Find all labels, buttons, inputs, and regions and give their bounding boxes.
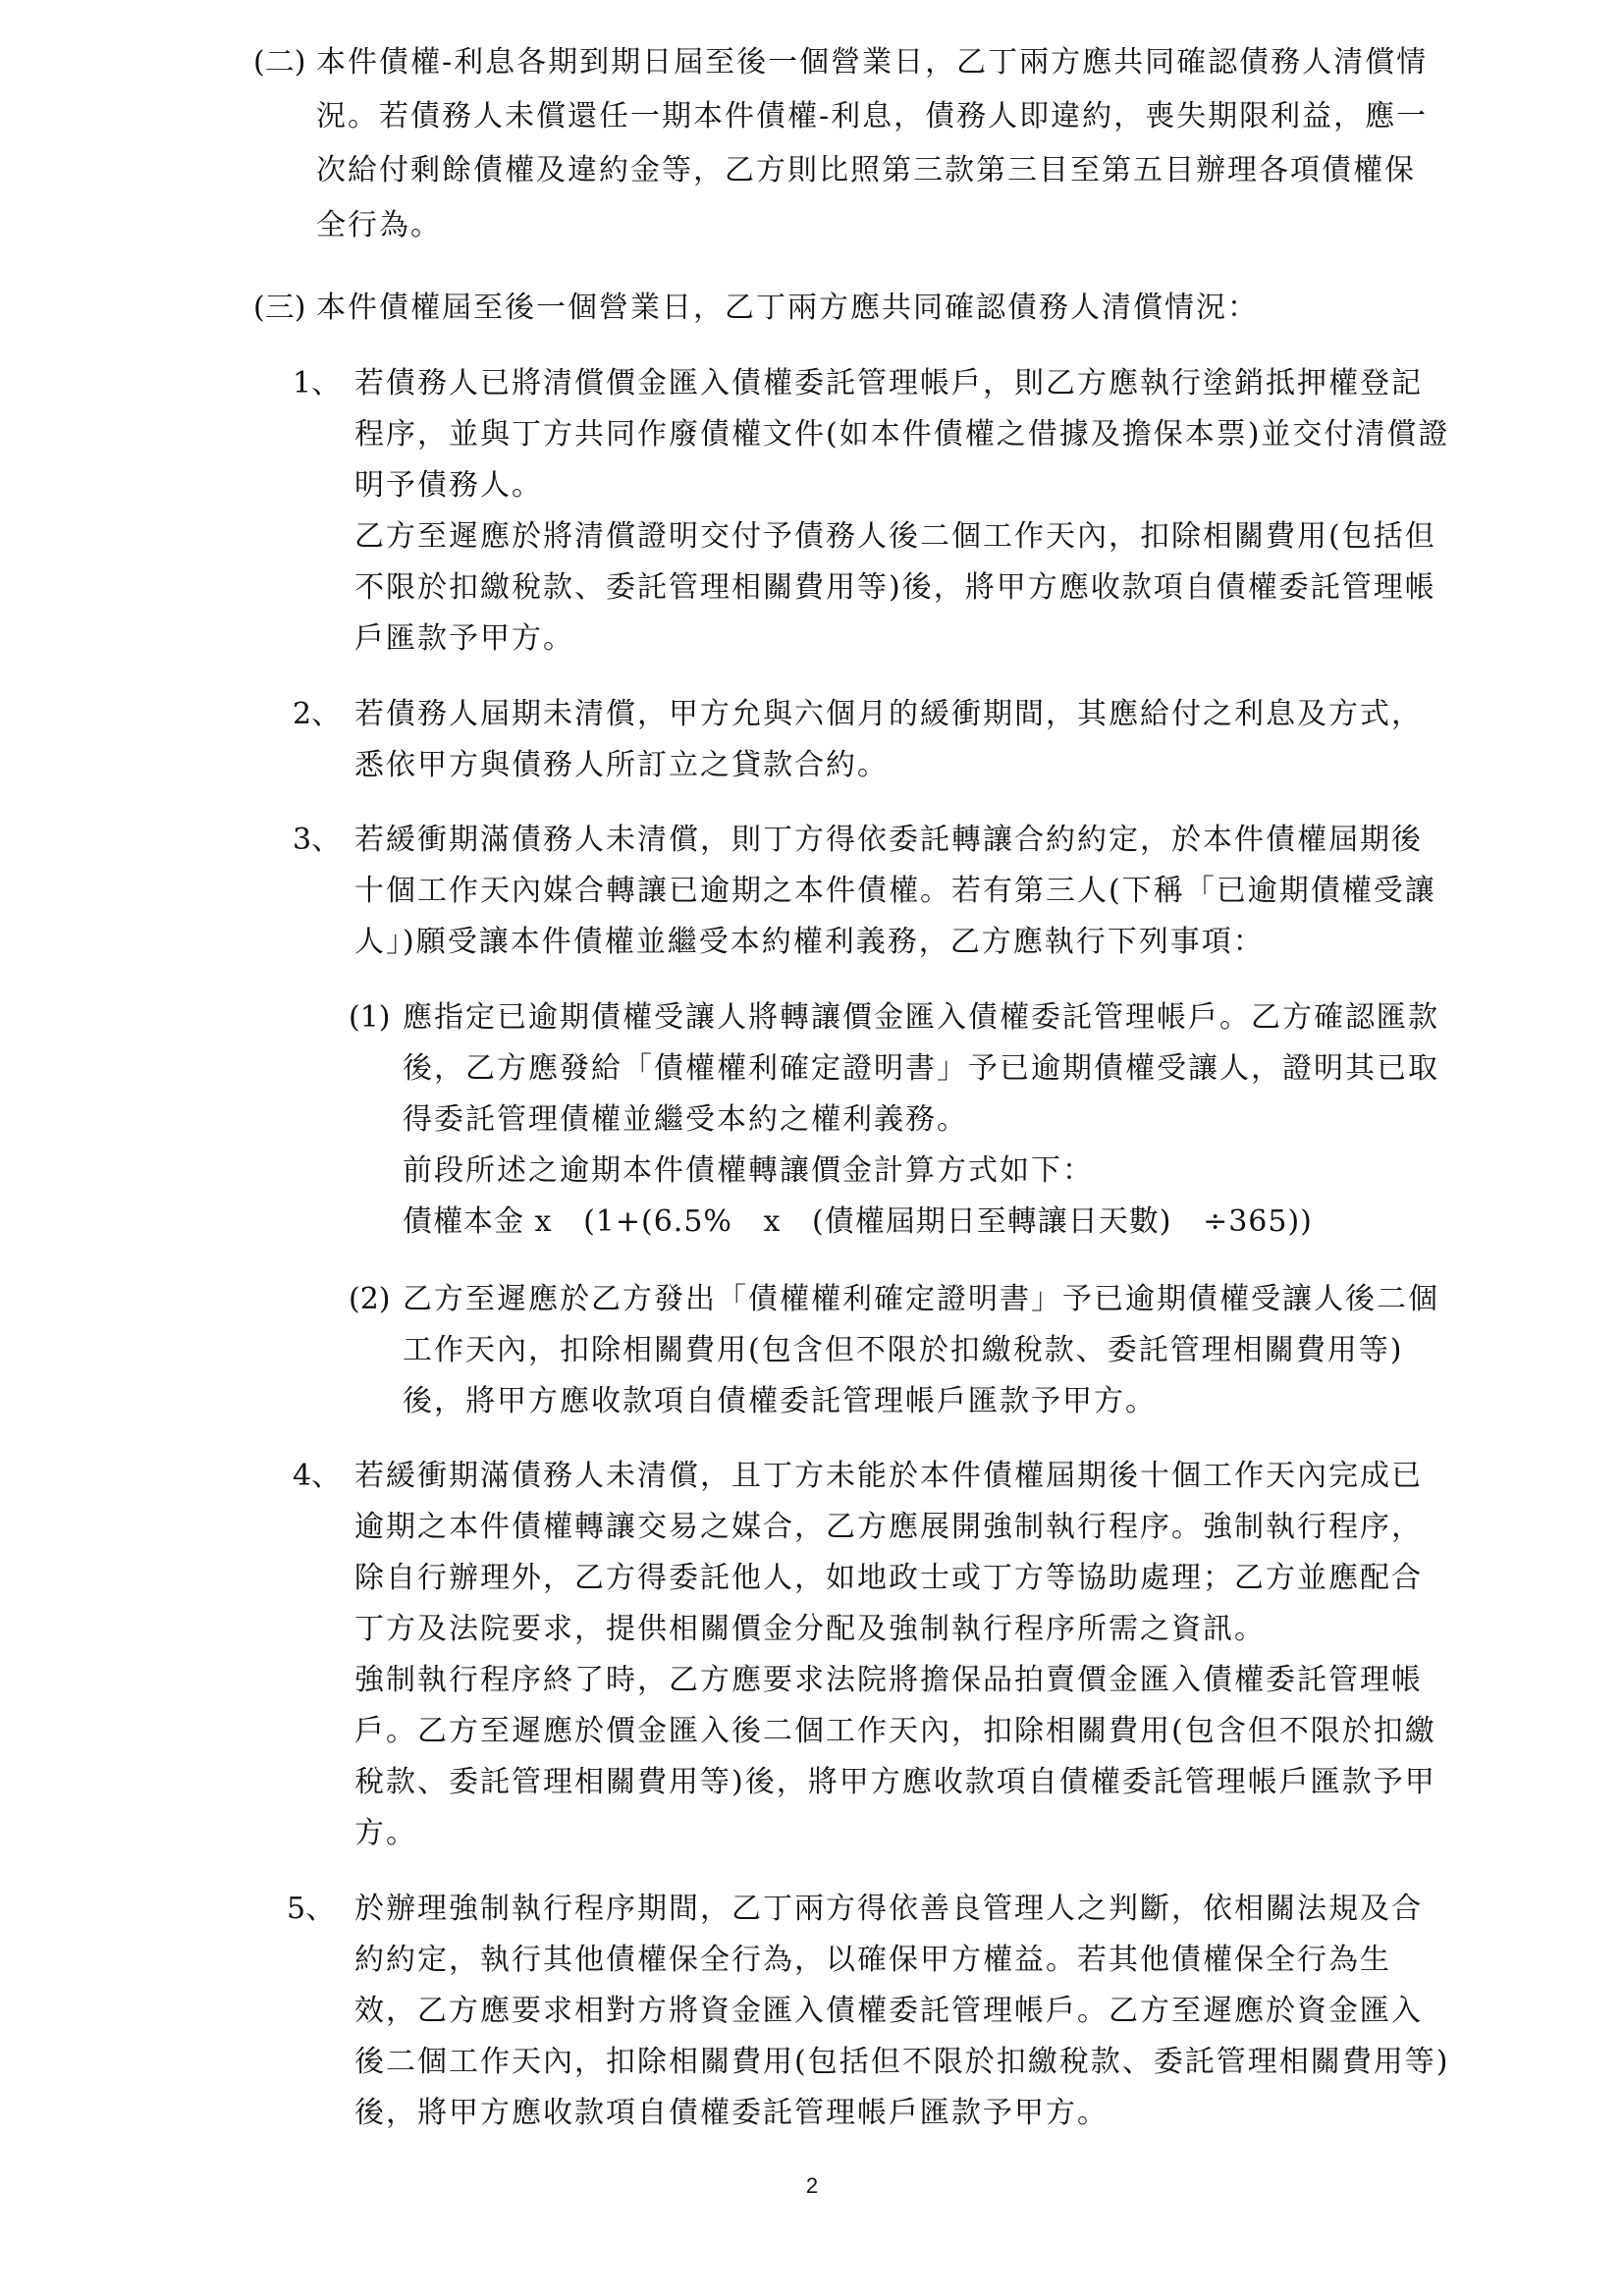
sub-2-line: 工作天內，扣除相關費用(包含但不限於扣繳稅款、委託管理相關費用等)	[403, 1333, 1404, 1367]
item-3-line: 人」)願受讓本件債權並繼受本約權利義務，乙方應執行下列事項：	[354, 925, 1265, 959]
sub-2-line: 乙方至遲應於乙方發出「債權權利確定證明書」予已逾期債權受讓人後二個	[403, 1282, 1439, 1316]
item-4-line: 方。	[354, 1816, 417, 1850]
item-4-line: 強制執行程序終了時，乙方應要求法院將擔保品拍賣價金匯入債權委託管理帳	[354, 1663, 1423, 1697]
item-1-label: 1、	[293, 366, 342, 400]
item-4-line: 逾期之本件債權轉讓交易之媒合，乙方應展開強制執行程序。強制執行程序，	[354, 1510, 1423, 1544]
section-2-line: 況。若債務人未償還任一期本件債權-利息，債務人即違約，喪失期限利益，應一	[316, 99, 1429, 133]
item-1-line: 明予債務人。	[354, 468, 543, 503]
item-4-line: 戶。乙方至遲應於價金匯入後二個工作天內，扣除相關費用(包含但不限於扣繳	[354, 1714, 1436, 1748]
item-3-line: 十個工作天內媒合轉讓已逾期之本件債權。若有第三人(下稱「已逾期債權受讓	[354, 874, 1436, 908]
item-5-line: 於辦理強制執行程序期間，乙丁兩方得依善良管理人之判斷，依相關法規及合	[354, 1892, 1423, 1926]
section-3-label: (三)	[253, 291, 306, 325]
sub-1-line: 後，乙方應發給「債權權利確定證明書」予已逾期債權受讓人，證明其已取	[403, 1051, 1439, 1086]
sub-1-label: (1)	[349, 1000, 391, 1035]
section-3-line: 本件債權屆至後一個營業日，乙丁兩方應共同確認債務人清償情況：	[316, 291, 1259, 325]
item-5-line: 效，乙方應要求相對方將資金匯入債權委託管理帳戶。乙方至遲應於資金匯入	[354, 1994, 1423, 2028]
item-5-line: 約約定，執行其他債權保全行為，以確保甲方權益。若其他債權保全行為生	[354, 1943, 1391, 1977]
item-5-line: 後二個工作天內，扣除相關費用(包括但不限於扣繳稅款、委託管理相關費用等)	[354, 2045, 1450, 2079]
item-2-line: 若債務人屆期未清償，甲方允與六個月的緩衝期間，其應給付之利息及方式，	[354, 697, 1423, 731]
sub-2-line: 後，將甲方應收款項自債權委託管理帳戶匯款予甲方。	[403, 1384, 1157, 1418]
price-formula: 債權本金 x (1+(6.5% x (債權屆期日至轉讓日天數) ÷365))	[403, 1204, 1313, 1239]
item-5-label: 5、	[287, 1892, 336, 1926]
page-number: 2	[805, 2173, 819, 2198]
section-2-line: 本件債權-利息各期到期日屆至後一個營業日，乙丁兩方應共同確認債務人清償情	[316, 45, 1429, 80]
item-4-label: 4、	[293, 1459, 342, 1493]
sub-1-line: 得委託管理債權並繼受本約之權利義務。	[403, 1102, 968, 1137]
item-4-line: 除自行辦理外，乙方得委託他人，如地政士或丁方等協助處理；乙方並應配合	[354, 1561, 1423, 1595]
section-2-line: 次給付剩餘債權及違約金等，乙方則比照第三款第三目至第五目辦理各項債權保	[316, 153, 1416, 187]
item-5-line: 後，將甲方應收款項自債權委託管理帳戶匯款予甲方。	[354, 2096, 1109, 2130]
section-2-label: (二)	[253, 45, 306, 80]
item-1-line: 乙方至遲應於將清償證明交付予債務人後二個工作天內，扣除相關費用(包括但	[354, 519, 1436, 554]
item-2-line: 悉依甲方與債務人所訂立之貸款合約。	[354, 748, 889, 782]
item-3-line: 若緩衝期滿債務人未清償，則丁方得依委託轉讓合約約定，於本件債權屆期後	[354, 823, 1423, 857]
item-4-line: 稅款、委託管理相關費用等)後，將甲方應收款項自債權委託管理帳戶匯款予甲	[354, 1765, 1436, 1799]
section-2-line: 全行為。	[316, 208, 442, 242]
item-4-line: 若緩衝期滿債務人未清償，且丁方未能於本件債權屆期後十個工作天內完成已	[354, 1459, 1423, 1493]
sub-1-line: 應指定已逾期債權受讓人將轉讓價金匯入債權委託管理帳戶。乙方確認匯款	[403, 1000, 1439, 1035]
item-1-line: 不限於扣繳稅款、委託管理相關費用等)後，將甲方應收款項自債權委託管理帳	[354, 570, 1436, 605]
sub-2-label: (2)	[349, 1282, 391, 1316]
item-4-line: 丁方及法院要求，提供相關價金分配及強制執行程序所需之資訊。	[354, 1612, 1266, 1646]
item-2-label: 2、	[293, 697, 342, 731]
item-1-line: 戶匯款予甲方。	[354, 621, 574, 656]
sub-1-line: 前段所述之逾期本件債權轉讓價金計算方式如下：	[403, 1153, 1094, 1188]
item-1-line: 程序，並與丁方共同作廢債權文件(如本件債權之借據及擔保本票)並交付清償證	[354, 417, 1450, 452]
item-1-line: 若債務人已將清償價金匯入債權委託管理帳戶，則乙方應執行塗銷抵押權登記	[354, 366, 1423, 400]
item-3-label: 3、	[293, 823, 342, 857]
